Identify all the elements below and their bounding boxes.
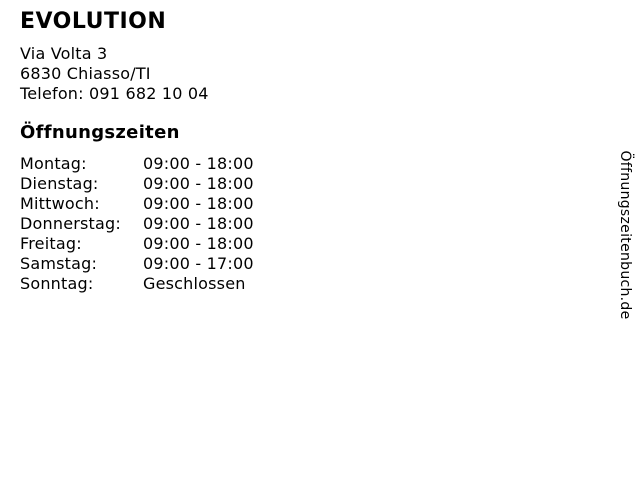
address-block [20, 44, 209, 104]
time-value: 09:00 - 18:00 [143, 234, 254, 253]
time-value: 09:00 - 18:00 [143, 154, 254, 173]
day-label: Montag: [20, 154, 87, 173]
hours-heading: Öffnungszeiten [20, 122, 180, 143]
hours-row-wednesday [20, 194, 254, 214]
time-value: Geschlossen [143, 274, 246, 293]
phone-line: Telefon: 091 682 10 04 [20, 84, 209, 103]
hours-row-monday [20, 154, 254, 174]
day-label: Dienstag: [20, 174, 99, 193]
hours-row-tuesday [20, 174, 254, 194]
time-value: 09:00 - 18:00 [143, 174, 254, 193]
hours-row-sunday [20, 274, 254, 294]
time-value: 09:00 - 18:00 [143, 214, 254, 233]
address-street: Via Volta 3 [20, 44, 108, 63]
day-label: Mittwoch: [20, 194, 100, 213]
watermark-site-link[interactable]: Öffnungszeitenbuch.de [617, 150, 633, 320]
time-value: 09:00 - 17:00 [143, 254, 254, 273]
day-label: Samstag: [20, 254, 98, 273]
hours-row-saturday [20, 254, 254, 274]
day-label: Donnerstag: [20, 214, 121, 233]
time-value: 09:00 - 18:00 [143, 194, 254, 213]
business-name: EVOLUTION [20, 9, 167, 34]
hours-row-thursday [20, 214, 254, 234]
day-label: Sonntag: [20, 274, 94, 293]
address-city: 6830 Chiasso/TI [20, 64, 151, 83]
hours-table [20, 154, 254, 294]
hours-row-friday [20, 234, 254, 254]
day-label: Freitag: [20, 234, 82, 253]
